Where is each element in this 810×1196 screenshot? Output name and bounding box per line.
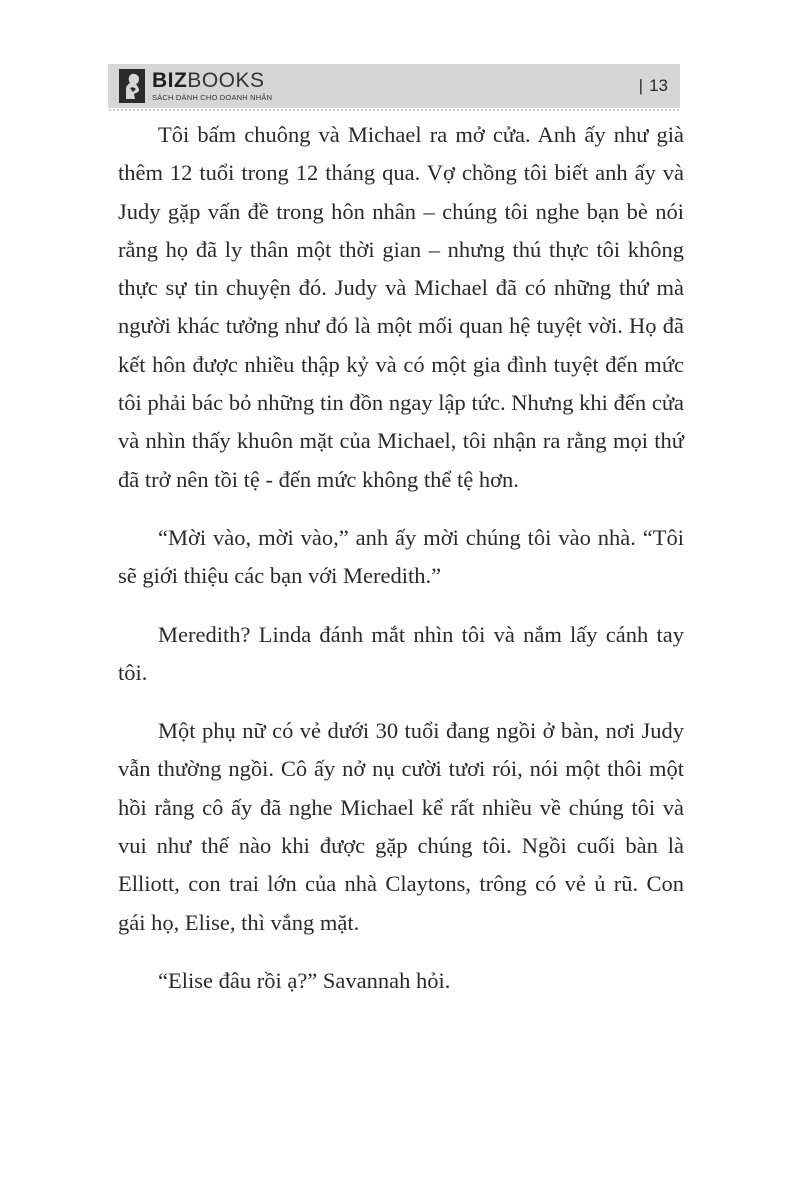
paragraph: Meredith? Linda đánh mắt nhìn tôi và nắm lấy cánh tay tôi. — [118, 621, 684, 685]
logo-bold-text: BIZ — [152, 69, 188, 92]
thinker-logo-icon — [118, 68, 146, 104]
logo-wordmark — [152, 70, 272, 91]
logo-tagline: SÁCH DÀNH CHO DOANH NHÂN — [152, 93, 273, 102]
paragraph: Tôi bấm chuông và Michael ra mở cửa. Anh ấy như già thêm 12 tuổi trong 12 tháng qua. Vợ chồng tôi biết anh ấy và Judy gặp vấn đề trong hôn nhân – chúng tôi nghe bạn bè nói rằng họ đã ly thân một thời gian – nhưng thú thực tôi không thực sự tin chuyện đó. Judy và Michael đã có những thứ mà người khác tưởng như đó là một mối quan hệ tuyệt vời. Họ đã kết hôn được nhiều thập kỷ và có một gia đình tuyệt đến mức tôi phải bác bỏ những tin đồn ngay lập tức. Nhưng khi đến cửa và nhìn thấy khuôn mặt của Michael, tôi nhận ra rằng mọi thứ đã trở nên tồi tệ - đến mức không thể tệ hơn. — [118, 122, 684, 492]
paragraph: “Mời vào, mời vào,” anh ấy mời chúng tôi vào nhà. “Tôi sẽ giới thiệu các bạn với Meredith.” — [118, 524, 684, 589]
body-text — [118, 116, 684, 1020]
bizbooks-logo — [118, 66, 272, 106]
header-dotted-rule — [108, 108, 680, 112]
paragraph: “Elise đâu rồi ạ?” Savannah hỏi. — [158, 967, 451, 993]
paragraph: Một phụ nữ có vẻ dưới 30 tuổi đang ngồi ở bàn, nơi Judy vẫn thường ngồi. Cô ấy nở nụ cười tươi rói, nói một thôi một hồi rằng cô ấy đã nghe Michael kể rất nhiều về chúng tôi và vui như thế nào khi được gặp chúng tôi. Ngồi cuối bàn là Elliott, con trai lớn của nhà Claytons, trông có vẻ ủ rũ. Con gái họ, Elise, thì vắng mặt. — [118, 718, 684, 935]
page-number-value: 13 — [649, 76, 668, 95]
page-separator: | — [638, 76, 644, 95]
page-number — [639, 76, 668, 96]
logo-light-text: BOOKS — [187, 69, 265, 92]
